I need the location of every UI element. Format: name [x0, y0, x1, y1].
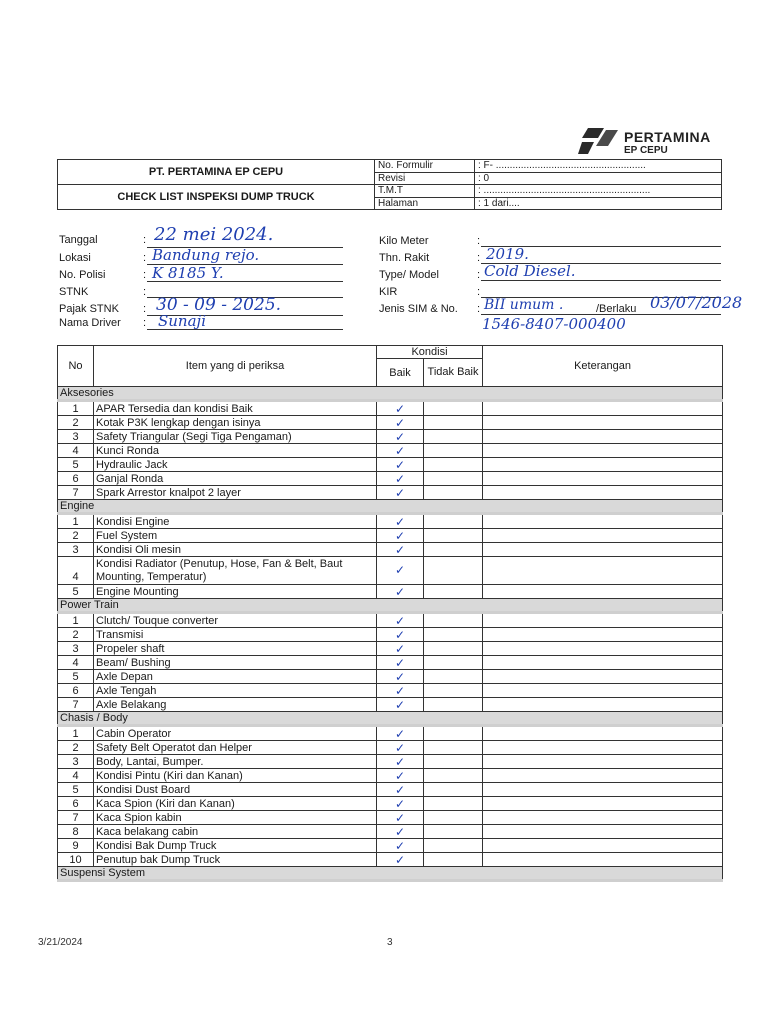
item-number: 2	[58, 628, 94, 642]
tidak-baik-cell	[424, 769, 483, 783]
thn-rakit-value: 2019.	[486, 245, 529, 263]
item-number: 1	[58, 401, 94, 416]
no-polisi-value: K 8185 Y.	[152, 264, 224, 282]
keterangan-cell	[483, 472, 723, 486]
keterangan-cell	[483, 585, 723, 599]
item-name: Body, Lantai, Bumper.	[94, 755, 377, 769]
pertamina-logo-icon	[578, 126, 622, 156]
section-row	[58, 599, 723, 613]
thn-rakit-label: Thn. Rakit	[379, 252, 430, 264]
item-name: Kondisi Radiator (Penutup, Hose, Fan & Belt, Baut Mounting, Temperatur)	[94, 557, 377, 585]
table-row	[58, 853, 723, 867]
section-row	[58, 867, 723, 881]
tidak-baik-cell	[424, 613, 483, 628]
item-name: Ganjal Ronda	[94, 472, 377, 486]
type-model-label: Type/ Model	[379, 269, 439, 281]
tidak-baik-cell	[424, 797, 483, 811]
pertamina-logo	[578, 124, 718, 160]
table-row	[58, 401, 723, 416]
keterangan-cell	[483, 514, 723, 529]
check-mark-icon: ✓	[377, 811, 424, 825]
item-name: Clutch/ Touque converter	[94, 613, 377, 628]
check-mark-icon: ✓	[377, 684, 424, 698]
item-number: 3	[58, 642, 94, 656]
item-name: Fuel System	[94, 529, 377, 543]
colon: :	[143, 269, 147, 281]
check-mark-icon: ✓	[377, 585, 424, 599]
item-name: Kondisi Dust Board	[94, 783, 377, 797]
keterangan-cell	[483, 444, 723, 458]
section-row	[58, 500, 723, 514]
tidak-baik-cell	[424, 726, 483, 741]
check-mark-icon: ✓	[377, 741, 424, 755]
table-row	[58, 670, 723, 684]
table-row	[58, 684, 723, 698]
tidak-baik-cell	[424, 529, 483, 543]
form-title: CHECK LIST INSPEKSI DUMP TRUCK	[58, 185, 375, 210]
keterangan-cell	[483, 557, 723, 585]
tidak-baik-cell	[424, 839, 483, 853]
item-name: Engine Mounting	[94, 585, 377, 599]
table-row	[58, 825, 723, 839]
tidak-baik-cell	[424, 684, 483, 698]
tidak-baik-cell	[424, 670, 483, 684]
colon: :	[477, 286, 481, 298]
item-number: 1	[58, 514, 94, 529]
tidak-baik-cell	[424, 416, 483, 430]
item-number: 2	[58, 416, 94, 430]
pajak-stnk-label: Pajak STNK	[59, 303, 119, 315]
meta-value: : F- ......................................................	[475, 160, 722, 173]
tidak-baik-cell	[424, 585, 483, 599]
check-mark-icon: ✓	[377, 670, 424, 684]
tidak-baik-cell	[424, 853, 483, 867]
tidak-baik-cell	[424, 783, 483, 797]
tanggal-label: Tanggal	[59, 234, 98, 246]
table-row	[58, 486, 723, 500]
item-number: 6	[58, 797, 94, 811]
item-number: 1	[58, 726, 94, 741]
keterangan-cell	[483, 430, 723, 444]
item-name: Safety Belt Operatot dan Helper	[94, 741, 377, 755]
keterangan-cell	[483, 670, 723, 684]
meta-value: : 1 dari....	[475, 197, 722, 210]
tidak-baik-cell	[424, 472, 483, 486]
meta-value: : 0	[475, 172, 722, 185]
tidak-baik-cell	[424, 486, 483, 500]
col-header-item: Item yang di periksa	[94, 346, 377, 387]
check-mark-icon: ✓	[377, 613, 424, 628]
keterangan-cell	[483, 529, 723, 543]
meta-label: Revisi	[375, 172, 475, 185]
item-name: Propeler shaft	[94, 642, 377, 656]
col-header-no: No	[58, 346, 94, 387]
tidak-baik-cell	[424, 825, 483, 839]
colon: :	[143, 317, 147, 329]
item-number: 1	[58, 613, 94, 628]
table-row	[58, 811, 723, 825]
item-number: 2	[58, 741, 94, 755]
check-mark-icon: ✓	[377, 628, 424, 642]
item-name: Axle Tengah	[94, 684, 377, 698]
tidak-baik-cell	[424, 543, 483, 557]
check-mark-icon: ✓	[377, 755, 424, 769]
table-row	[58, 585, 723, 599]
header-table	[57, 159, 722, 210]
table-row	[58, 698, 723, 712]
tidak-baik-cell	[424, 444, 483, 458]
item-name: Cabin Operator	[94, 726, 377, 741]
item-number: 6	[58, 472, 94, 486]
keterangan-cell	[483, 726, 723, 741]
tidak-baik-cell	[424, 458, 483, 472]
check-mark-icon: ✓	[377, 472, 424, 486]
logo-unit: EP CEPU	[624, 145, 668, 156]
keterangan-cell	[483, 401, 723, 416]
check-mark-icon: ✓	[377, 514, 424, 529]
table-row	[58, 557, 723, 585]
item-name: Spark Arrestor knalpot 2 layer	[94, 486, 377, 500]
nama-driver-label: Nama Driver	[59, 317, 121, 329]
meta-label: T.M.T	[375, 185, 475, 198]
item-number: 3	[58, 755, 94, 769]
keterangan-cell	[483, 825, 723, 839]
table-row	[58, 726, 723, 741]
section-title: Aksesories	[58, 387, 723, 401]
section-title: Chasis / Body	[58, 712, 723, 726]
colon: :	[143, 303, 147, 315]
colon: :	[143, 234, 147, 246]
section-row	[58, 712, 723, 726]
check-mark-icon: ✓	[377, 797, 424, 811]
item-number: 2	[58, 529, 94, 543]
check-mark-icon: ✓	[377, 444, 424, 458]
check-mark-icon: ✓	[377, 698, 424, 712]
kir-label: KIR	[379, 286, 398, 298]
keterangan-cell	[483, 642, 723, 656]
item-number: 4	[58, 444, 94, 458]
footer-date: 3/21/2024	[38, 937, 83, 948]
item-number: 9	[58, 839, 94, 853]
tidak-baik-cell	[424, 430, 483, 444]
item-number: 5	[58, 458, 94, 472]
table-row	[58, 741, 723, 755]
type-model-value: Cold Diesel.	[484, 262, 576, 280]
item-name: Kondisi Oli mesin	[94, 543, 377, 557]
keterangan-cell	[483, 543, 723, 557]
keterangan-cell	[483, 486, 723, 500]
tidak-baik-cell	[424, 698, 483, 712]
item-name: Kaca Spion kabin	[94, 811, 377, 825]
table-row	[58, 839, 723, 853]
table-row	[58, 430, 723, 444]
item-name: Kunci Ronda	[94, 444, 377, 458]
item-number: 5	[58, 670, 94, 684]
keterangan-cell	[483, 741, 723, 755]
check-mark-icon: ✓	[377, 416, 424, 430]
tidak-baik-cell	[424, 642, 483, 656]
table-row	[58, 543, 723, 557]
keterangan-cell	[483, 656, 723, 670]
table-row	[58, 797, 723, 811]
table-row	[58, 628, 723, 642]
meta-label: Halaman	[375, 197, 475, 210]
table-row	[58, 416, 723, 430]
item-name: Kaca belakang cabin	[94, 825, 377, 839]
item-name: Kotak P3K lengkap dengan isinya	[94, 416, 377, 430]
table-row	[58, 656, 723, 670]
item-number: 4	[58, 557, 94, 585]
col-header-keterangan: Keterangan	[483, 346, 723, 387]
item-number: 8	[58, 825, 94, 839]
item-name: Kondisi Bak Dump Truck	[94, 839, 377, 853]
check-mark-icon: ✓	[377, 726, 424, 741]
lokasi-value: Bandung rejo.	[152, 246, 260, 264]
check-mark-icon: ✓	[377, 543, 424, 557]
item-number: 5	[58, 783, 94, 797]
berlaku-label: /Berlaku	[596, 303, 637, 315]
check-mark-icon: ✓	[377, 557, 424, 585]
colon: :	[477, 235, 481, 247]
item-name: Penutup bak Dump Truck	[94, 853, 377, 867]
item-name: Axle Belakang	[94, 698, 377, 712]
col-header-baik: Baik	[377, 359, 424, 387]
item-name: Kaca Spion (Kiri dan Kanan)	[94, 797, 377, 811]
table-row	[58, 514, 723, 529]
keterangan-cell	[483, 628, 723, 642]
nama-driver-value: Sunaji	[158, 312, 206, 330]
col-header-kondisi: Kondisi	[377, 346, 483, 359]
type-model-line	[481, 280, 721, 281]
colon: :	[143, 252, 147, 264]
kilo-meter-label: Kilo Meter	[379, 235, 429, 247]
no-polisi-label: No. Polisi	[59, 269, 106, 281]
tidak-baik-cell	[424, 741, 483, 755]
table-row	[58, 613, 723, 628]
colon: :	[477, 303, 481, 315]
tanggal-value: 22 mei 2024.	[154, 224, 274, 245]
meta-label: No. Formulir	[375, 160, 475, 173]
item-number: 3	[58, 430, 94, 444]
pajak-stnk-value: 30 - 09 - 2025.	[156, 295, 282, 315]
table-row	[58, 755, 723, 769]
check-mark-icon: ✓	[377, 769, 424, 783]
item-name: Transmisi	[94, 628, 377, 642]
item-name: Hydraulic Jack	[94, 458, 377, 472]
item-number: 5	[58, 585, 94, 599]
check-mark-icon: ✓	[377, 825, 424, 839]
section-row	[58, 387, 723, 401]
item-number: 4	[58, 769, 94, 783]
item-number: 7	[58, 486, 94, 500]
table-row	[58, 472, 723, 486]
check-mark-icon: ✓	[377, 430, 424, 444]
tidak-baik-cell	[424, 755, 483, 769]
keterangan-cell	[483, 811, 723, 825]
section-title: Engine	[58, 500, 723, 514]
checklist-table	[57, 345, 723, 882]
keterangan-cell	[483, 839, 723, 853]
keterangan-cell	[483, 458, 723, 472]
colon: :	[477, 269, 481, 281]
check-mark-icon: ✓	[377, 458, 424, 472]
item-name: APAR Tersedia dan kondisi Baik	[94, 401, 377, 416]
company-name: PT. PERTAMINA EP CEPU	[58, 160, 375, 185]
keterangan-cell	[483, 613, 723, 628]
table-row	[58, 642, 723, 656]
section-title: Suspensi System	[58, 867, 723, 881]
keterangan-cell	[483, 698, 723, 712]
table-row	[58, 529, 723, 543]
colon: :	[477, 252, 481, 264]
keterangan-cell	[483, 416, 723, 430]
check-mark-icon: ✓	[377, 642, 424, 656]
stnk-label: STNK	[59, 286, 89, 298]
check-mark-icon: ✓	[377, 401, 424, 416]
keterangan-cell	[483, 755, 723, 769]
tidak-baik-cell	[424, 514, 483, 529]
jenis-sim-value: BII umum .	[484, 297, 564, 313]
tidak-baik-cell	[424, 628, 483, 642]
item-name: Kondisi Pintu (Kiri dan Kanan)	[94, 769, 377, 783]
table-row	[58, 458, 723, 472]
colon: :	[143, 286, 147, 298]
col-header-tidak-baik: Tidak Baik	[424, 359, 483, 387]
check-mark-icon: ✓	[377, 853, 424, 867]
meta-value: : ............................................................	[475, 185, 722, 198]
keterangan-cell	[483, 769, 723, 783]
logo-wordmark: PERTAMINA	[624, 129, 711, 145]
check-mark-icon: ✓	[377, 486, 424, 500]
item-name: Kondisi Engine	[94, 514, 377, 529]
checklist-body	[58, 387, 723, 881]
keterangan-cell	[483, 797, 723, 811]
item-number: 10	[58, 853, 94, 867]
table-row	[58, 783, 723, 797]
check-mark-icon: ✓	[377, 839, 424, 853]
table-row	[58, 444, 723, 458]
section-title: Power Train	[58, 599, 723, 613]
check-mark-icon: ✓	[377, 656, 424, 670]
tidak-baik-cell	[424, 557, 483, 585]
item-number: 7	[58, 811, 94, 825]
sim-number-value: 1546-8407-000400	[482, 315, 626, 333]
item-number: 6	[58, 684, 94, 698]
table-row	[58, 769, 723, 783]
keterangan-cell	[483, 684, 723, 698]
tidak-baik-cell	[424, 656, 483, 670]
check-mark-icon: ✓	[377, 529, 424, 543]
footer-page-number: 3	[387, 937, 393, 948]
tidak-baik-cell	[424, 401, 483, 416]
item-number: 4	[58, 656, 94, 670]
jenis-sim-label: Jenis SIM & No.	[379, 303, 458, 315]
keterangan-cell	[483, 783, 723, 797]
item-number: 7	[58, 698, 94, 712]
item-name: Beam/ Bushing	[94, 656, 377, 670]
item-name: Safety Triangular (Segi Tiga Pengaman)	[94, 430, 377, 444]
keterangan-cell	[483, 853, 723, 867]
tidak-baik-cell	[424, 811, 483, 825]
lokasi-label: Lokasi	[59, 252, 91, 264]
check-mark-icon: ✓	[377, 783, 424, 797]
item-number: 3	[58, 543, 94, 557]
item-name: Axle Depan	[94, 670, 377, 684]
berlaku-value: 03/07/2028	[650, 293, 743, 312]
